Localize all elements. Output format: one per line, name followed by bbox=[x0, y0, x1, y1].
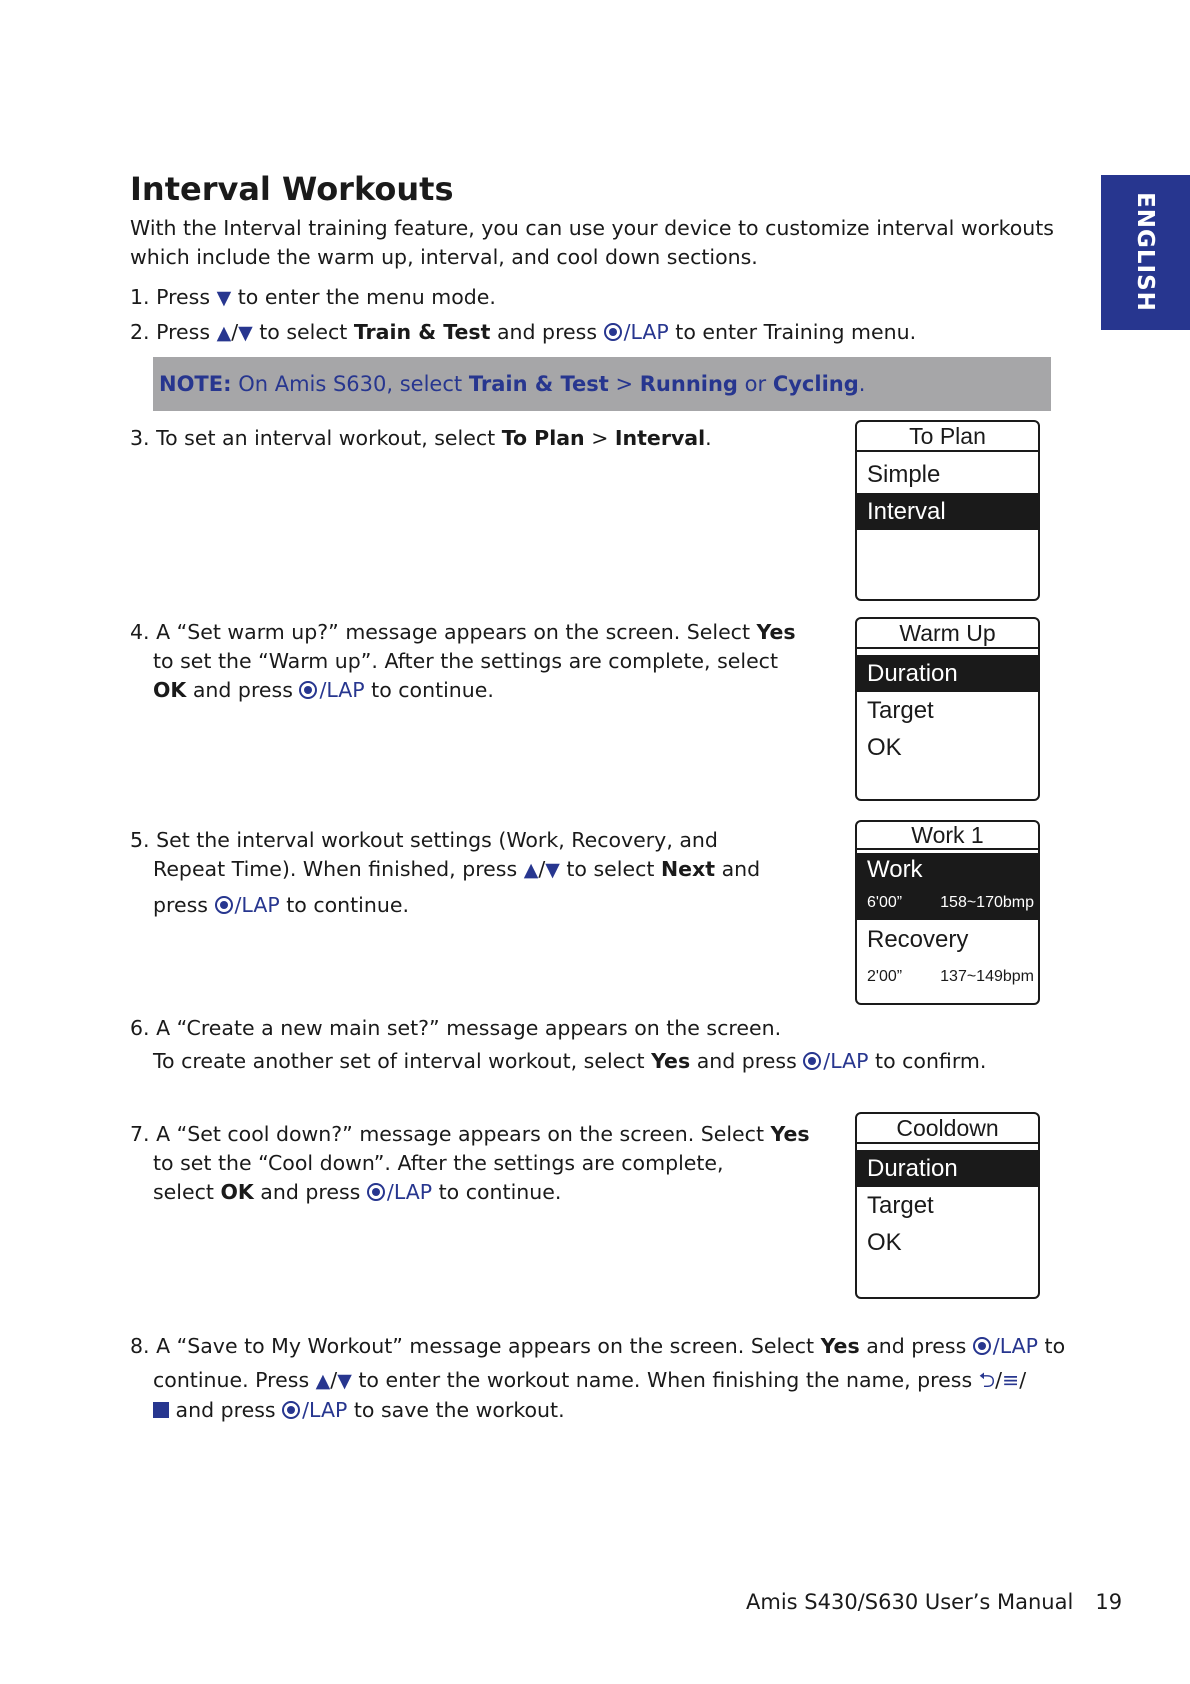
back-icon: ⮌ bbox=[978, 1368, 996, 1392]
stop-button-icon bbox=[153, 1402, 169, 1418]
up-arrow-icon: ▲ bbox=[523, 859, 539, 881]
menu-item-simple: Simple bbox=[867, 461, 941, 488]
down-arrow-icon: ▼ bbox=[216, 287, 232, 309]
work-block bbox=[857, 853, 1038, 920]
step-6: 6. A “Create a new main set?” message appears on the screen. To create another set of interval workout, select Yes and press /LAP to confirm. bbox=[130, 1016, 987, 1073]
screen-to-plan bbox=[855, 420, 1040, 601]
page-title: Interval Workouts bbox=[130, 170, 454, 208]
center-button-icon bbox=[367, 1183, 385, 1201]
down-arrow-icon: ▼ bbox=[238, 322, 253, 344]
work-values bbox=[857, 886, 1038, 920]
manual-title: Amis S430/S630 User’s Manual bbox=[746, 1590, 1074, 1614]
up-arrow-icon: ▲ bbox=[216, 322, 232, 344]
step-2: 2. Press ▲/▼ to select Train & Test and press /LAP to enter Training menu. bbox=[130, 320, 917, 344]
screen-cooldown bbox=[855, 1112, 1040, 1299]
step-7: 7. A “Set cool down?” message appears on the screen. Select Yes to set the “Cool down”. After the settings are complete, select OK and press /LAP to continue. bbox=[130, 1122, 810, 1204]
screen-title: Warm Up bbox=[857, 619, 1038, 649]
center-button-icon bbox=[973, 1337, 991, 1355]
recovery-range: 137~149bpm bbox=[940, 968, 1034, 985]
language-tab: ENGLISH bbox=[1101, 175, 1190, 330]
page-number: 19 bbox=[1095, 1590, 1123, 1614]
screen-title: Work 1 bbox=[857, 822, 1038, 850]
menu-item-target: Target bbox=[867, 1192, 934, 1219]
screen-warm-up bbox=[855, 617, 1040, 801]
work-label: Work bbox=[867, 856, 923, 883]
step-5: 5. Set the interval workout settings (Work, Recovery, and Repeat Time). When finished, press ▲/▼ to select Next and press /LAP to continue. bbox=[130, 828, 761, 917]
menu-item-duration: Duration bbox=[857, 655, 1038, 692]
recovery-label: Recovery bbox=[867, 926, 969, 953]
center-button-icon bbox=[282, 1401, 300, 1419]
center-button-icon bbox=[803, 1052, 821, 1070]
down-arrow-icon: ▼ bbox=[337, 1370, 352, 1392]
step-1: 1. Press ▼ to enter the menu mode. bbox=[130, 285, 496, 309]
menu-item-interval: Interval bbox=[857, 493, 1038, 530]
recovery-values bbox=[857, 960, 1038, 994]
screen-title: Cooldown bbox=[857, 1114, 1038, 1144]
up-arrow-icon: ▲ bbox=[315, 1370, 331, 1392]
recovery-time: 2'00” bbox=[867, 968, 903, 985]
menu-item-duration: Duration bbox=[857, 1150, 1038, 1187]
step-8: 8. A “Save to My Workout” message appears on the screen. Select Yes and press /LAP to continue. Press ▲/▼ to enter the workout name. When finishing the name, press ⮌/≡/ and press /LAP to save the workout. bbox=[130, 1334, 1066, 1422]
page-footer bbox=[746, 1590, 1122, 1614]
center-button-icon bbox=[604, 323, 622, 341]
down-arrow-icon: ▼ bbox=[545, 859, 560, 881]
menu-item-ok: OK bbox=[867, 1229, 902, 1256]
step-3: 3. To set an interval workout, select To Plan > Interval. bbox=[130, 426, 712, 450]
work-range: 158~170bmp bbox=[940, 894, 1034, 911]
center-button-icon bbox=[215, 896, 233, 914]
step-4: 4. A “Set warm up?” message appears on the screen. Select Yes to set the “Warm up”. After the settings are complete, select OK and press /LAP to continue. bbox=[130, 620, 796, 702]
menu-icon: ≡ bbox=[1002, 1368, 1020, 1392]
intro-paragraph: With the Interval training feature, you can use your device to customize interval workouts which include the warm up, interval, and cool down sections. bbox=[130, 216, 1054, 269]
screen-title: To Plan bbox=[857, 422, 1038, 452]
menu-item-target: Target bbox=[867, 697, 934, 724]
menu-item-ok: OK bbox=[867, 734, 902, 761]
work-time: 6'00” bbox=[867, 894, 903, 911]
note-box: NOTE: On Amis S630, select Train & Test > Running or Cycling. bbox=[153, 357, 1051, 411]
center-button-icon bbox=[299, 681, 317, 699]
screen-work-1 bbox=[855, 820, 1040, 1005]
